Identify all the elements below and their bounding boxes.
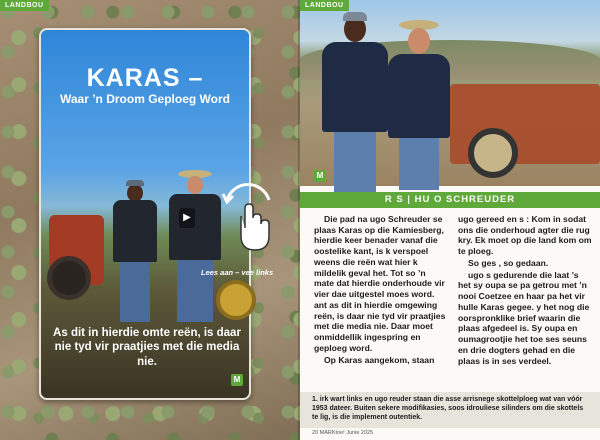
article-column-1 (314, 214, 448, 367)
implement-wheel-image (216, 280, 256, 320)
swipe-hint-text: Lees aan – vee links (201, 268, 274, 277)
swipe-hand-icon (217, 178, 279, 258)
tractor-wheel-image (47, 256, 91, 300)
plough-wheel-image (468, 128, 518, 178)
author-byline: R S | HU O SCHREUDER (300, 192, 600, 208)
story-subtitle: Waar ’n Droom Geploeg Word (59, 92, 230, 106)
section-tab-left: LANDBOU (0, 0, 49, 11)
paragraph: ugo s gedurende die laat ’s het sy oupa se pa getrou met ’n nooi Coetzee en haar pa het vir hulle Karas gegee. y het nog die oorspronklike brief waarin die plaas afgedeel is. Sy oupa en oumagrootjie het toe ses seuns en drie dogters gehad en die plaas is in ses verdeel. (458, 269, 590, 366)
photo-person-left (322, 16, 388, 191)
paragraph: ugo gereed en s : Kom in sodat ons die onderhoud agter die rug kry. Ek moet op die land kom om te ploeg. (458, 214, 592, 257)
paragraph: Op Karas aangekom, staan (324, 354, 435, 365)
farmer-left-image (113, 180, 157, 330)
article-column-2 (458, 214, 592, 367)
magazine-logo-icon: M (231, 374, 243, 386)
story-title: KARAS – (86, 64, 204, 92)
pull-quote: As dit in hierdie omte reën, is daar nie tyd vir praatjies met die media nie. (53, 327, 241, 368)
page-footer: 20 MARKtoe! Junie 2025 (312, 430, 374, 436)
article-photo (300, 0, 600, 186)
play-icon[interactable]: ▶ (179, 208, 195, 228)
magazine-logo-icon-right: M (314, 170, 326, 182)
paragraph: Die pad na ugo Schreuder se plaas Karas op die Kamiesberg, hierdie keer benader vanaf die oostelike kant, is k verspoel weens die reën wat hier k mildelik geval het. Tot so ’n mate dat hierdie onderhoude vir vier dae uitgestel moes word. ant as dit in hierdie omgewing reën, is daar nie tyd vir praatjies met die media nie. Daar moet onmiddellik ingespring en geploeg word. (314, 214, 446, 353)
photo-caption: 1. irk wart links en ugo reuder staan die asse arrisnege skottelploeg wat van vóór 1953 dateer. Buiten sekere modifikasies, soos idrouliese silinders om die skottels te lig, is die implement outentiek. (300, 392, 600, 428)
story-card[interactable] (39, 28, 274, 400)
section-tab-right: LANDBOU (300, 0, 349, 11)
farmer-right-image (169, 170, 221, 330)
paragraph: So ges , so gedaan. (468, 257, 549, 268)
article-body (314, 214, 592, 367)
right-page (300, 0, 600, 440)
photo-person-right (388, 20, 450, 190)
